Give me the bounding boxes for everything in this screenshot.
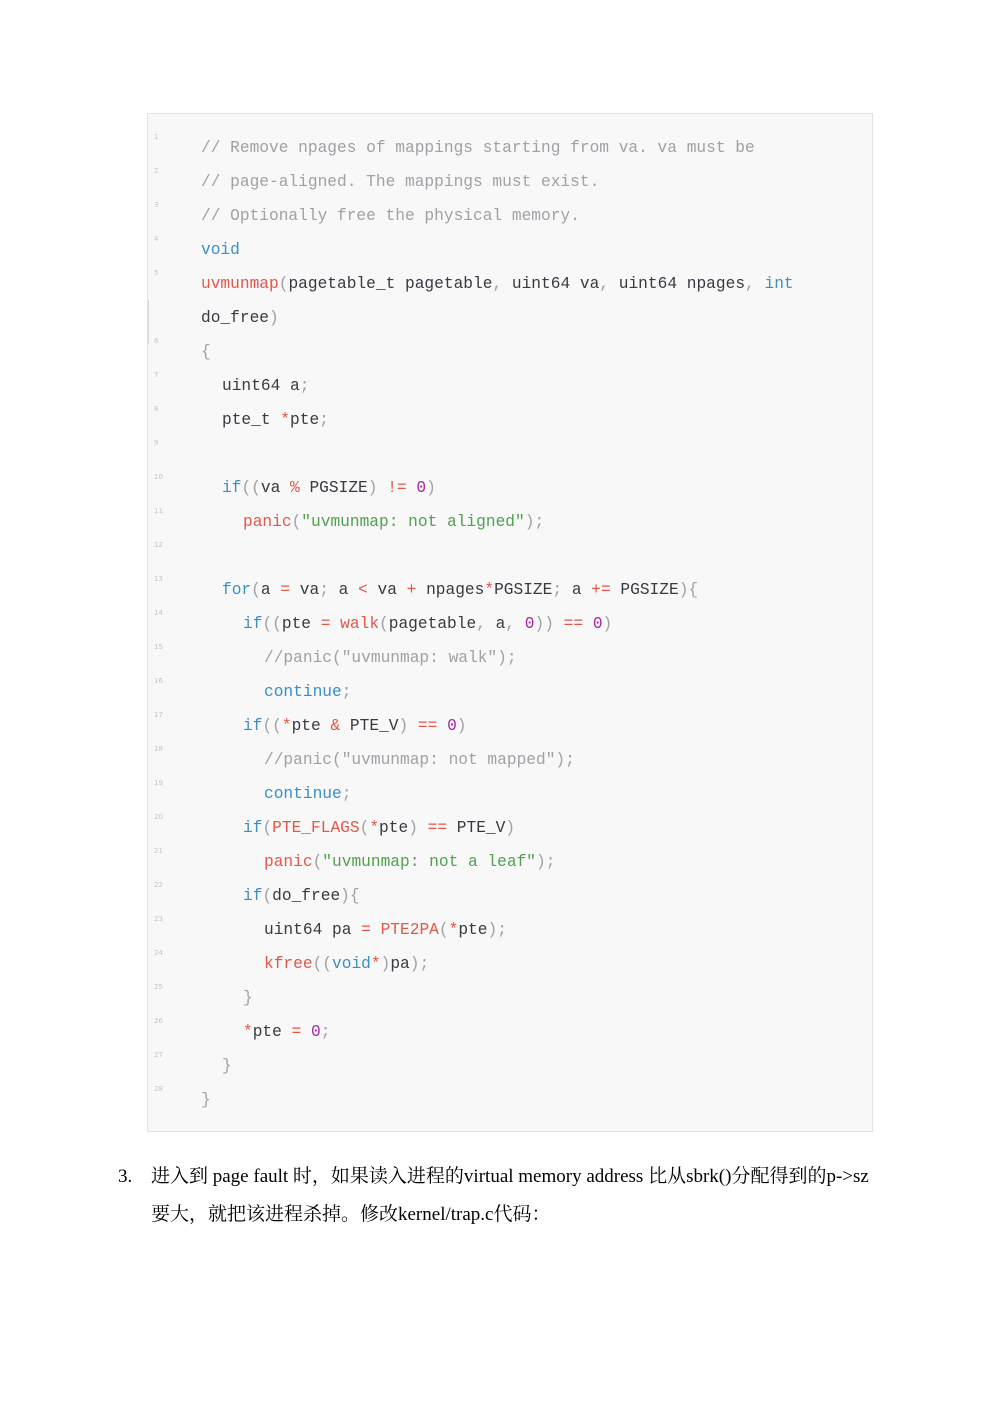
code-token: continue xyxy=(264,683,342,701)
line-code xyxy=(222,369,309,403)
code-line xyxy=(148,607,874,641)
code-line xyxy=(148,233,874,267)
line-code xyxy=(264,777,351,811)
line-code xyxy=(201,199,580,233)
line-number: 26 xyxy=(154,1017,163,1025)
code-token: ){ xyxy=(678,581,699,599)
line-code xyxy=(243,1015,330,1049)
line-code xyxy=(243,879,360,913)
code-token: } xyxy=(201,1091,211,1109)
code-token: PGSIZE xyxy=(610,581,679,599)
code-token: ( xyxy=(251,581,261,599)
code-line xyxy=(148,709,874,743)
line-code xyxy=(243,607,612,641)
code-token: PGSIZE xyxy=(299,479,368,497)
line-number: 9 xyxy=(154,439,159,447)
code-token: ) xyxy=(408,819,428,837)
code-token: a xyxy=(338,581,359,599)
code-token: { xyxy=(201,343,211,361)
code-token: == xyxy=(417,717,438,735)
code-token: + xyxy=(406,581,417,599)
code-token: , xyxy=(599,275,619,293)
code-token: a xyxy=(260,581,281,599)
code-token: do_free xyxy=(201,309,269,327)
code-token: pte xyxy=(290,411,320,429)
code-line xyxy=(148,199,874,233)
line-number: 2 xyxy=(154,167,159,175)
code-token: if xyxy=(243,887,263,905)
code-token: == xyxy=(427,819,448,837)
code-line xyxy=(148,573,874,607)
code-token: ; xyxy=(320,1023,331,1041)
code-token: ( xyxy=(278,275,289,293)
code-line xyxy=(148,165,874,199)
code-token: & xyxy=(330,717,341,735)
code-token: = xyxy=(320,615,331,633)
line-code xyxy=(201,233,240,267)
line-code xyxy=(264,913,507,947)
code-token: (( xyxy=(262,615,282,633)
code-token: ) xyxy=(269,309,279,327)
code-line xyxy=(148,879,874,913)
code-token: ( xyxy=(359,819,370,837)
code-token: * xyxy=(281,717,292,735)
code-token: va xyxy=(367,581,407,599)
code-token xyxy=(583,615,593,633)
code-line xyxy=(148,267,874,301)
code-token: += xyxy=(591,581,611,599)
code-token: ; xyxy=(552,581,572,599)
line-number: 6 xyxy=(154,337,159,345)
line-number: 15 xyxy=(154,643,163,651)
line-number: 18 xyxy=(154,745,163,753)
line-code xyxy=(264,675,351,709)
code-line xyxy=(148,539,874,573)
code-token: ) xyxy=(505,819,516,837)
line-code xyxy=(222,1049,232,1083)
code-token: pte_t xyxy=(222,411,281,429)
code-token: if xyxy=(243,615,263,633)
code-line xyxy=(148,1015,874,1049)
code-token: * xyxy=(280,411,291,429)
code-token: ( xyxy=(262,887,273,905)
line-number: 17 xyxy=(154,711,163,719)
line-number: 21 xyxy=(154,847,163,855)
line-number: 28 xyxy=(154,1085,163,1093)
line-code xyxy=(222,471,436,505)
code-token: "uvmunmap: not a leaf" xyxy=(322,853,537,871)
line-number: 12 xyxy=(154,541,163,549)
line-code xyxy=(201,165,599,199)
code-token: } xyxy=(243,989,253,1007)
code-token: int xyxy=(764,275,794,293)
code-token: npages xyxy=(416,581,485,599)
code-token: if xyxy=(243,819,263,837)
code-block xyxy=(147,113,873,1132)
code-token: if xyxy=(222,479,242,497)
code-token: ); xyxy=(409,955,430,973)
code-token: ( xyxy=(438,921,449,939)
code-token: // page-aligned. The mappings must exist. xyxy=(201,173,600,191)
line-code xyxy=(201,301,279,335)
code-token: uvmunmap xyxy=(201,275,279,293)
code-token: va xyxy=(260,479,291,497)
code-token: if xyxy=(243,717,263,735)
code-token: ; xyxy=(299,377,310,395)
line-code xyxy=(264,743,575,777)
code-line xyxy=(148,335,874,369)
code-line xyxy=(148,811,874,845)
code-token: pagetable xyxy=(388,615,477,633)
code-token: PGSIZE xyxy=(494,581,553,599)
code-line xyxy=(148,1083,874,1117)
code-token: ; xyxy=(319,581,339,599)
code-token xyxy=(301,1023,311,1041)
line-code xyxy=(201,335,211,369)
code-token: uint64 pa xyxy=(264,921,362,939)
code-token: ( xyxy=(379,615,389,633)
code-token: ; xyxy=(319,411,329,429)
code-token: //panic("uvmunmap: walk"); xyxy=(264,649,517,667)
code-token: kfree xyxy=(264,955,313,973)
line-number: 5 xyxy=(154,269,159,277)
code-token: //panic("uvmunmap: not mapped"); xyxy=(264,751,575,769)
code-token: for xyxy=(222,581,252,599)
code-token: ); xyxy=(536,853,556,871)
code-token: * xyxy=(243,1023,253,1041)
code-token: walk xyxy=(340,615,380,633)
code-token: a xyxy=(571,581,592,599)
line-code xyxy=(243,709,467,743)
code-line xyxy=(148,743,874,777)
code-token: % xyxy=(290,479,300,497)
code-token: * xyxy=(370,955,381,973)
code-line xyxy=(148,369,874,403)
code-token: do_free xyxy=(272,887,341,905)
line-number: 13 xyxy=(154,575,163,583)
code-token: 0 xyxy=(447,717,457,735)
code-token: ) xyxy=(367,479,388,497)
line-number: 27 xyxy=(154,1051,163,1059)
list-text: 进入到 page fault 时，如果读入进程的virtual memory address 比从sbrk()分配得到的p->sz要大，就把该进程杀掉。修改kernel/trap.c代码： xyxy=(151,1166,869,1225)
line-number: 22 xyxy=(154,881,163,889)
code-token: , xyxy=(492,275,512,293)
line-code xyxy=(264,947,429,981)
code-token: (( xyxy=(312,955,333,973)
code-token: , xyxy=(505,615,525,633)
code-token: 0 xyxy=(524,615,535,633)
code-token: } xyxy=(222,1057,232,1075)
code-token: panic xyxy=(264,853,313,871)
code-token: uint64 a xyxy=(222,377,300,395)
code-token: PTE_V xyxy=(340,717,399,735)
code-token: pte xyxy=(379,819,409,837)
code-token: 0 xyxy=(592,615,603,633)
code-token: pte xyxy=(291,717,331,735)
code-line xyxy=(148,641,874,675)
code-token: uint64 npages xyxy=(618,275,746,293)
line-number: 20 xyxy=(154,813,163,821)
code-token: = xyxy=(291,1023,302,1041)
line-number: 19 xyxy=(154,779,163,787)
code-token: * xyxy=(484,581,495,599)
code-token: ); xyxy=(524,513,545,531)
code-token: panic xyxy=(243,513,292,531)
code-token: a xyxy=(495,615,506,633)
code-token: = xyxy=(280,581,291,599)
line-number: 16 xyxy=(154,677,163,685)
code-token: = xyxy=(361,921,371,939)
code-token: ) xyxy=(456,717,467,735)
code-token: ; xyxy=(341,785,352,803)
line-code xyxy=(243,505,544,539)
code-token: va xyxy=(290,581,320,599)
code-token: "uvmunmap: not aligned" xyxy=(301,513,525,531)
code-line xyxy=(148,471,874,505)
line-number: 11 xyxy=(154,507,163,515)
line-number: 3 xyxy=(154,201,159,209)
code-line xyxy=(148,981,874,1015)
code-line xyxy=(148,947,874,981)
code-token: uint64 va xyxy=(511,275,600,293)
code-line xyxy=(148,403,874,437)
code-token: != xyxy=(387,479,407,497)
line-code xyxy=(201,267,794,301)
code-token: * xyxy=(448,921,459,939)
list-marker: 3. xyxy=(118,1166,133,1187)
code-token: ){ xyxy=(340,887,360,905)
code-line xyxy=(148,131,874,165)
line-number: 7 xyxy=(154,371,159,379)
code-line xyxy=(148,913,874,947)
code-token: continue xyxy=(264,785,342,803)
code-token: , xyxy=(745,275,765,293)
line-code xyxy=(201,131,755,165)
code-token: < xyxy=(358,581,368,599)
code-token xyxy=(330,615,340,633)
line-code xyxy=(201,1083,211,1117)
line-code xyxy=(222,403,329,437)
code-token: void xyxy=(332,955,371,973)
line-number: 10 xyxy=(154,473,163,481)
code-token: pa xyxy=(390,955,410,973)
code-token: 0 xyxy=(416,479,427,497)
line-number: 23 xyxy=(154,915,163,923)
code-token: // Remove npages of mappings starting from va. va must be xyxy=(201,139,755,157)
code-token: ) xyxy=(426,479,436,497)
code-token: ) xyxy=(602,615,613,633)
code-token: ( xyxy=(312,853,323,871)
code-token: ; xyxy=(341,683,352,701)
code-token: == xyxy=(563,615,584,633)
line-code xyxy=(243,981,253,1015)
code-token: (( xyxy=(262,717,282,735)
code-token: ); xyxy=(487,921,507,939)
code-token: // Optionally free the physical memory. xyxy=(201,207,580,225)
code-token: pagetable_t pagetable xyxy=(288,275,493,293)
line-number: 25 xyxy=(154,983,163,991)
code-token: PTE_FLAGS xyxy=(272,819,360,837)
code-line xyxy=(148,437,874,471)
code-token: )) xyxy=(534,615,564,633)
code-token: (( xyxy=(241,479,261,497)
code-token: pte xyxy=(252,1023,292,1041)
code-line xyxy=(148,1049,874,1083)
code-token: PTE2PA xyxy=(380,921,439,939)
line-number: 24 xyxy=(154,949,163,957)
line-code xyxy=(243,811,515,845)
code-token: ( xyxy=(291,513,302,531)
code-line xyxy=(148,675,874,709)
line-number: 14 xyxy=(154,609,163,617)
line-number: 1 xyxy=(154,133,159,141)
code-token xyxy=(437,717,447,735)
code-token: ( xyxy=(262,819,273,837)
code-token: ) xyxy=(380,955,391,973)
line-code xyxy=(222,573,698,607)
code-line xyxy=(148,505,874,539)
code-token xyxy=(407,479,417,497)
code-token: void xyxy=(201,241,240,259)
line-code xyxy=(264,845,555,879)
line-number: 8 xyxy=(154,405,159,413)
line-code xyxy=(264,641,517,675)
code-token: pte xyxy=(281,615,321,633)
code-line xyxy=(148,777,874,811)
line-number: 4 xyxy=(154,235,159,243)
code-token: pte xyxy=(458,921,488,939)
code-token: * xyxy=(369,819,380,837)
code-token: ) xyxy=(398,717,418,735)
code-line xyxy=(148,845,874,879)
code-token: PTE_V xyxy=(447,819,506,837)
code-token xyxy=(371,921,381,939)
code-token: , xyxy=(476,615,496,633)
code-line xyxy=(148,301,874,335)
code-token: 0 xyxy=(311,1023,321,1041)
